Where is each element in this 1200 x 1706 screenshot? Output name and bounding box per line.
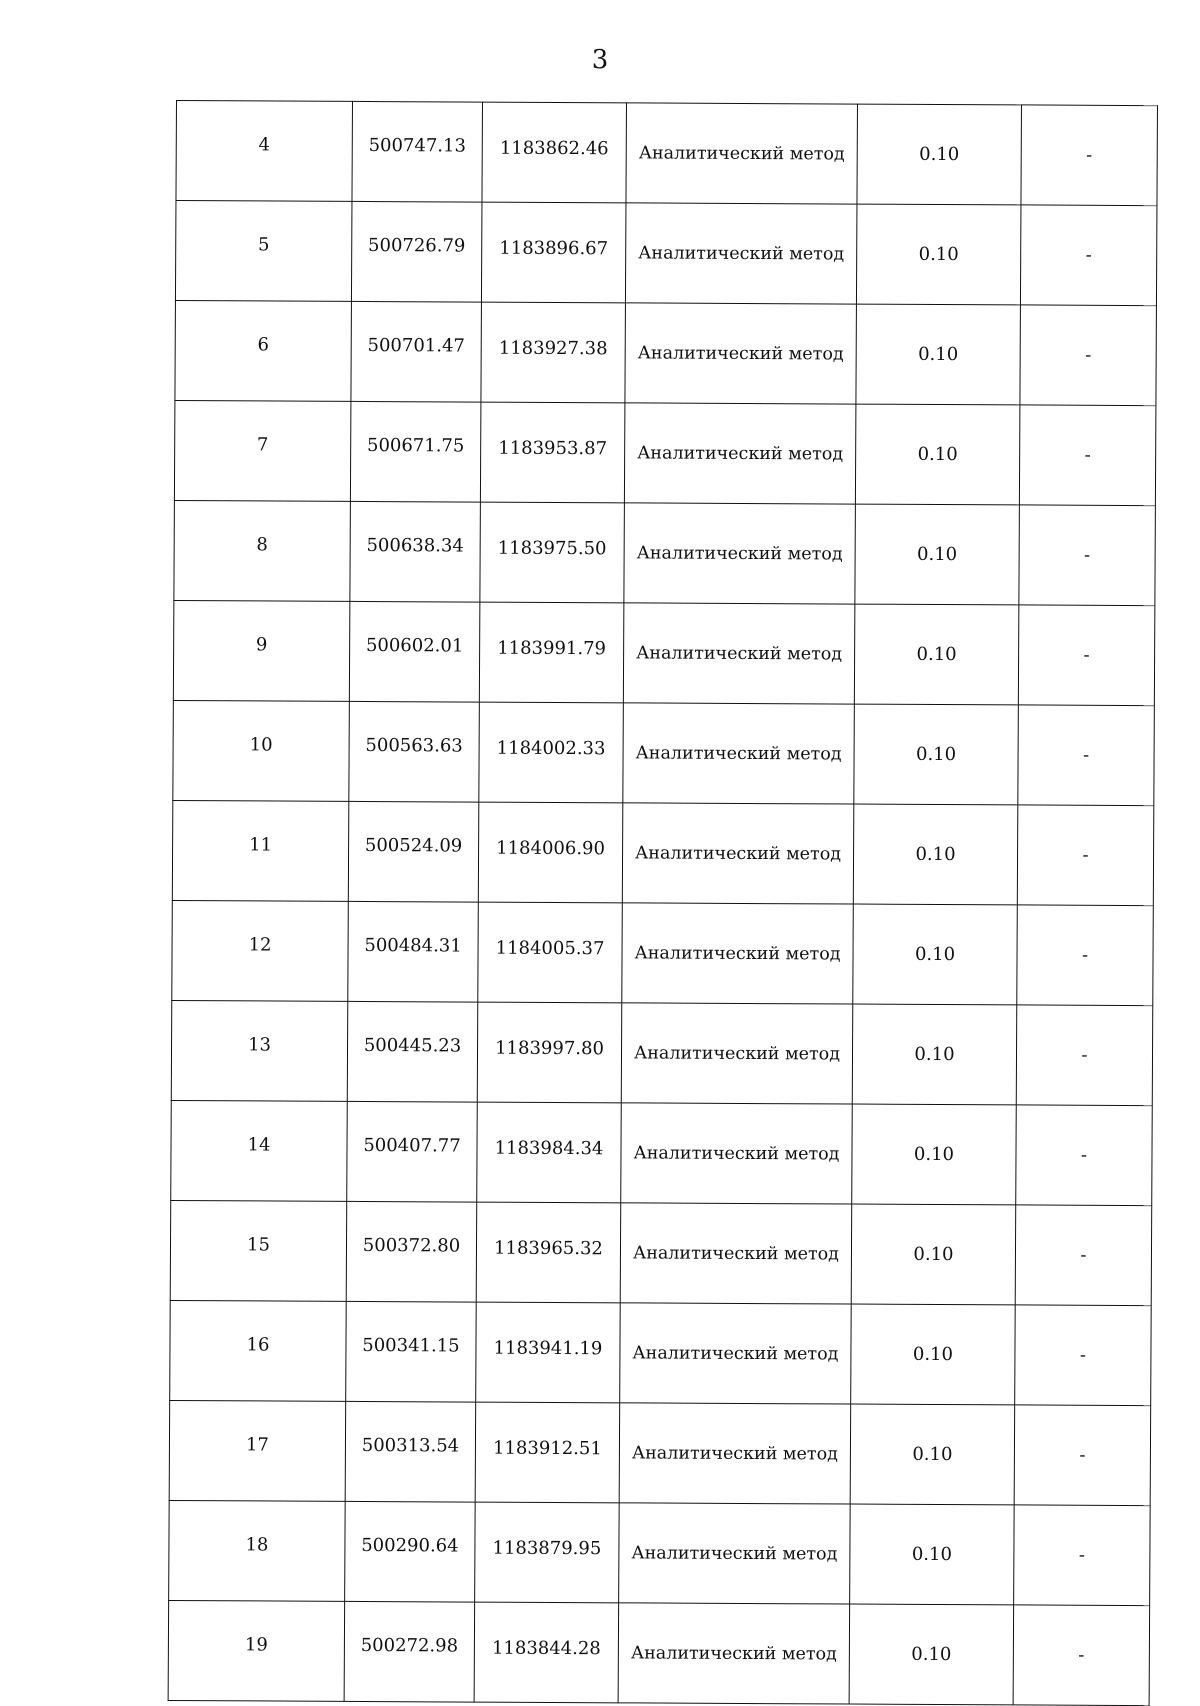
table-row — [176, 101, 1158, 206]
table-row — [168, 1600, 1150, 1705]
error-cell: 0.10 — [856, 304, 1021, 405]
method-cell: Аналитический метод — [624, 403, 856, 504]
point-number-cell: 12 — [172, 900, 349, 1001]
method-cell: Аналитический метод — [618, 1603, 850, 1704]
note-cell: - — [1019, 505, 1156, 606]
x-coordinate-cell: 500372.80 — [346, 1201, 477, 1302]
error-cell: 0.10 — [855, 404, 1020, 505]
note-cell: - — [1018, 605, 1155, 706]
point-number-cell: 10 — [173, 700, 350, 801]
table-row — [172, 900, 1154, 1005]
y-coordinate-cell: 1183896.67 — [481, 202, 626, 303]
note-cell: - — [1020, 305, 1157, 406]
table-body — [168, 101, 1157, 1706]
table-row — [169, 1500, 1151, 1605]
y-coordinate-cell: 1183941.19 — [476, 1302, 621, 1403]
y-coordinate-cell: 1183965.32 — [476, 1202, 621, 1303]
y-coordinate-cell: 1183879.95 — [475, 1502, 620, 1603]
point-number-cell: 15 — [170, 1200, 347, 1301]
note-cell: - — [1020, 205, 1157, 306]
table-row — [173, 700, 1155, 805]
method-cell: Аналитический метод — [623, 603, 855, 704]
table-row — [175, 201, 1157, 306]
method-cell: Аналитический метод — [622, 803, 854, 904]
error-cell: 0.10 — [857, 104, 1022, 205]
x-coordinate-cell: 500407.77 — [347, 1101, 478, 1202]
table-row — [174, 500, 1156, 605]
x-coordinate-cell: 500341.15 — [346, 1301, 477, 1402]
error-cell: 0.10 — [852, 1104, 1017, 1205]
note-cell: - — [1018, 705, 1155, 806]
method-cell: Аналитический метод — [619, 1403, 851, 1504]
error-cell: 0.10 — [853, 804, 1018, 905]
y-coordinate-cell: 1183984.34 — [477, 1102, 622, 1203]
page-number: 3 — [591, 45, 609, 75]
x-coordinate-cell: 500290.64 — [345, 1501, 476, 1602]
note-cell: - — [1015, 1205, 1152, 1306]
error-cell: 0.10 — [854, 604, 1019, 705]
table-row — [171, 1100, 1153, 1205]
y-coordinate-cell: 1183912.51 — [475, 1402, 620, 1503]
point-number-cell: 17 — [169, 1400, 346, 1501]
note-cell: - — [1021, 105, 1158, 206]
note-cell: - — [1016, 1005, 1153, 1106]
y-coordinate-cell: 1184006.90 — [478, 802, 623, 903]
x-coordinate-cell: 500638.34 — [350, 501, 481, 602]
note-cell: - — [1013, 1605, 1150, 1706]
method-cell: Аналитический метод — [623, 703, 855, 804]
table-row — [175, 300, 1157, 405]
point-number-cell: 4 — [176, 101, 353, 202]
note-cell: - — [1015, 1305, 1152, 1406]
point-number-cell: 13 — [171, 1000, 348, 1101]
y-coordinate-cell: 1183844.28 — [474, 1602, 619, 1703]
x-coordinate-cell: 500602.01 — [349, 601, 480, 702]
error-cell: 0.10 — [853, 904, 1018, 1005]
x-coordinate-cell: 500445.23 — [347, 1001, 478, 1102]
note-cell: - — [1016, 1105, 1153, 1206]
x-coordinate-cell: 500272.98 — [344, 1601, 475, 1702]
note-cell: - — [1017, 905, 1154, 1006]
method-cell: Аналитический метод — [625, 203, 857, 304]
coordinates-table — [168, 100, 1158, 1706]
x-coordinate-cell: 500313.54 — [345, 1401, 476, 1502]
point-number-cell: 11 — [172, 800, 349, 901]
point-number-cell: 8 — [174, 500, 351, 601]
point-number-cell: 9 — [173, 600, 350, 701]
y-coordinate-cell: 1183991.79 — [479, 602, 624, 703]
y-coordinate-cell: 1184002.33 — [479, 702, 624, 803]
point-number-cell: 18 — [169, 1500, 346, 1601]
x-coordinate-cell: 500563.63 — [349, 701, 480, 802]
table-row — [169, 1400, 1151, 1505]
note-cell: - — [1019, 405, 1156, 506]
x-coordinate-cell: 500484.31 — [348, 901, 479, 1002]
method-cell: Аналитический метод — [621, 1003, 853, 1104]
note-cell: - — [1017, 805, 1154, 906]
method-cell: Аналитический метод — [620, 1203, 852, 1304]
y-coordinate-cell: 1183927.38 — [481, 302, 626, 403]
y-coordinate-cell: 1183953.87 — [480, 402, 625, 503]
table-row — [174, 400, 1156, 505]
point-number-cell: 14 — [171, 1100, 348, 1201]
error-cell: 0.10 — [852, 1004, 1017, 1105]
error-cell: 0.10 — [856, 204, 1021, 305]
error-cell: 0.10 — [855, 504, 1020, 605]
point-number-cell: 6 — [175, 300, 352, 401]
table-row — [170, 1300, 1152, 1405]
y-coordinate-cell: 1183975.50 — [480, 502, 625, 603]
y-coordinate-cell: 1183997.80 — [477, 1002, 622, 1103]
method-cell: Аналитический метод — [619, 1503, 851, 1604]
error-cell: 0.10 — [849, 1604, 1014, 1705]
x-coordinate-cell: 500524.09 — [348, 801, 479, 902]
note-cell: - — [1014, 1405, 1151, 1506]
point-number-cell: 16 — [170, 1300, 347, 1401]
point-number-cell: 5 — [175, 201, 352, 302]
method-cell: Аналитический метод — [625, 303, 857, 404]
note-cell: - — [1014, 1505, 1151, 1606]
table-row — [171, 1000, 1153, 1105]
x-coordinate-cell: 500726.79 — [351, 201, 482, 302]
y-coordinate-cell: 1183862.46 — [482, 102, 627, 203]
x-coordinate-cell: 500671.75 — [350, 401, 481, 502]
x-coordinate-cell: 500747.13 — [352, 101, 483, 202]
method-cell: Аналитический метод — [621, 1103, 853, 1204]
table-row — [170, 1200, 1152, 1305]
table-row — [172, 800, 1154, 905]
method-cell: Аналитический метод — [622, 903, 854, 1004]
point-number-cell: 7 — [174, 400, 351, 501]
x-coordinate-cell: 500701.47 — [351, 301, 482, 402]
error-cell: 0.10 — [851, 1304, 1016, 1405]
error-cell: 0.10 — [850, 1504, 1015, 1605]
point-number-cell: 19 — [168, 1600, 345, 1701]
method-cell: Аналитический метод — [624, 503, 856, 604]
method-cell: Аналитический метод — [620, 1303, 852, 1404]
table-row — [173, 600, 1155, 705]
error-cell: 0.10 — [854, 704, 1019, 805]
error-cell: 0.10 — [851, 1204, 1016, 1305]
method-cell: Аналитический метод — [626, 103, 858, 204]
y-coordinate-cell: 1184005.37 — [478, 902, 623, 1003]
error-cell: 0.10 — [850, 1404, 1015, 1505]
